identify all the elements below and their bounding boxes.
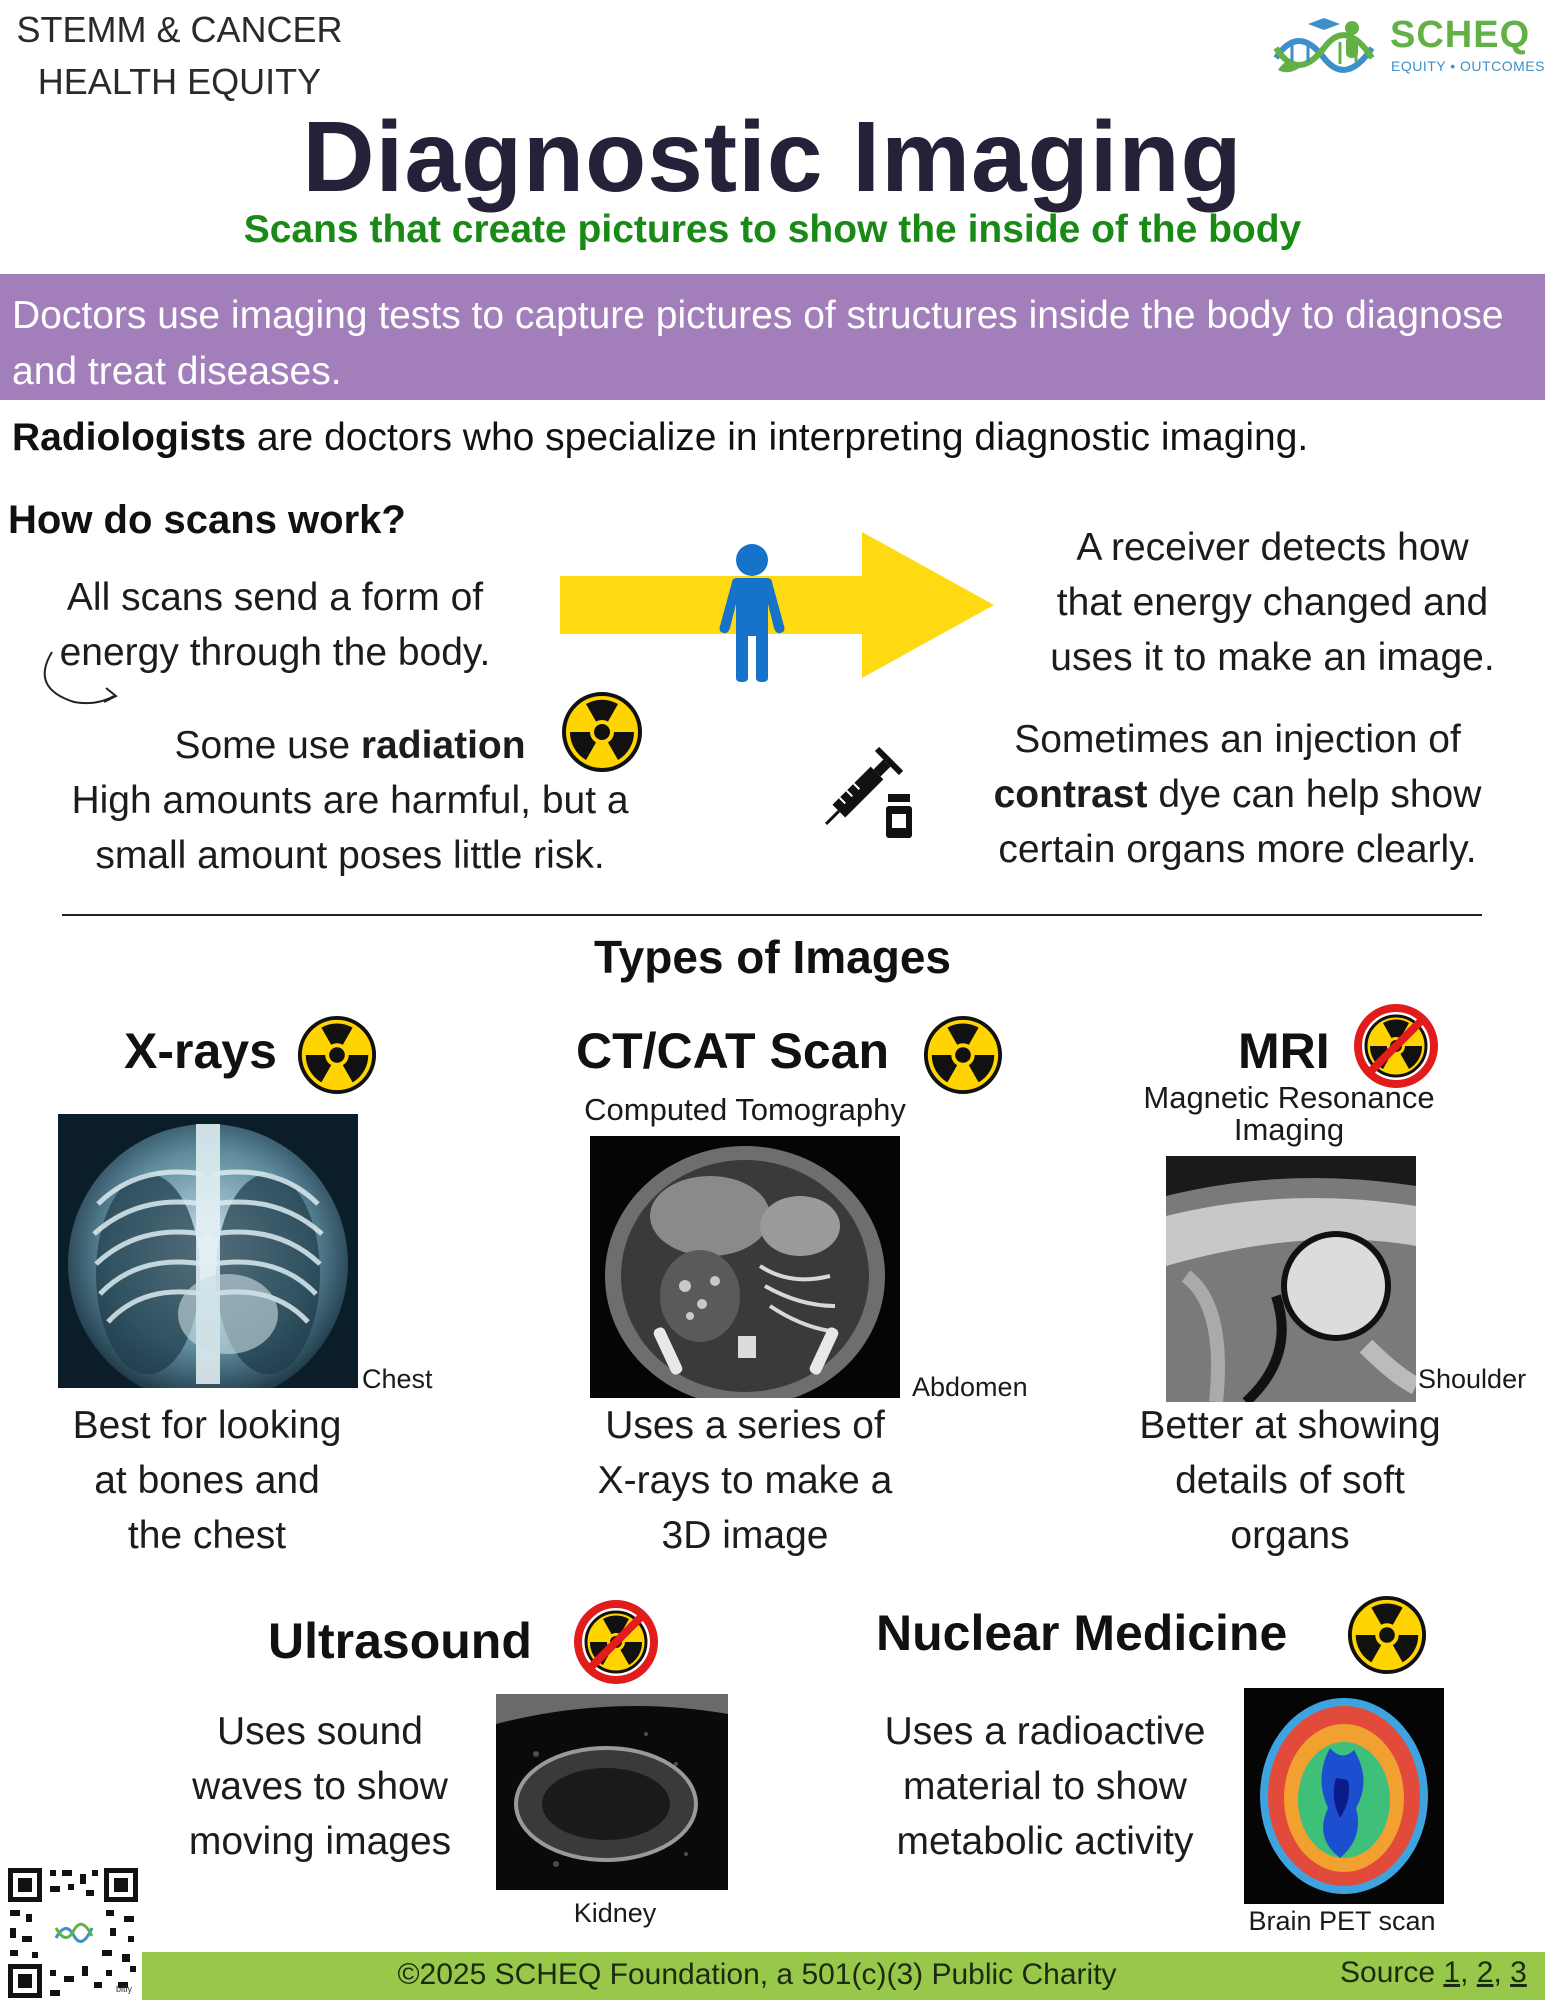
mri-image-label: Shoulder xyxy=(1418,1364,1527,1394)
radiation-prefix: Some use xyxy=(174,724,361,767)
xray-image-label: Chest xyxy=(362,1364,433,1394)
qr-code-icon[interactable] xyxy=(6,1866,140,2000)
energy-line-1: All scans send a form of xyxy=(66,576,484,619)
contrast-line-3: certain organs more clearly. xyxy=(998,828,1477,871)
ultrasound-desc-line-1: Uses sound xyxy=(217,1710,423,1753)
radiologists-statement xyxy=(12,416,1542,460)
ultrasound-desc-line-2: waves to show xyxy=(192,1765,448,1808)
page-subtitle: Scans that create pictures to show the inside of the body xyxy=(243,208,1302,251)
source-link-3[interactable]: 3 xyxy=(1510,1956,1527,1989)
org-line-1: STEMM & CANCER xyxy=(16,9,343,50)
xray-desc-line-1: Best for looking xyxy=(72,1404,342,1447)
nuclear-radiation-icon xyxy=(1346,1594,1428,1676)
radiologists-definition: are doctors who specialize in interpreting diagnostic imaging. xyxy=(246,416,1309,459)
nuclear-image-label: Brain PET scan xyxy=(1248,1906,1436,1936)
chest-xray-image xyxy=(58,1114,358,1388)
receiver-line-3: uses it to make an image. xyxy=(1050,636,1495,679)
xray-description xyxy=(0,1398,414,1563)
mri-desc-line-3: organs xyxy=(1230,1514,1350,1557)
mri-subtitle xyxy=(1104,1082,1474,1146)
mri-subtitle-line-1: Magnetic Resonance xyxy=(1143,1080,1435,1115)
contrast-term: contrast xyxy=(993,773,1148,816)
source-link-2[interactable]: 2 xyxy=(1476,1956,1494,1989)
brain-pet-image xyxy=(1244,1688,1444,1904)
mri-desc-line-2: details of soft xyxy=(1175,1459,1405,1502)
receiver-line-1: A receiver detects how xyxy=(1076,526,1469,569)
ultrasound-image-label: Kidney xyxy=(573,1898,657,1928)
nuclear-desc-line-2: material to show xyxy=(903,1765,1187,1808)
shoulder-mri-image xyxy=(1166,1156,1416,1402)
footer-sources: Source 1, 2, 3 xyxy=(1340,1956,1527,1989)
person-icon xyxy=(712,540,792,682)
radiation-line-3: small amount poses little risk. xyxy=(95,834,605,877)
energy-line-2: energy through the body. xyxy=(59,631,491,674)
mri-description xyxy=(1090,1398,1490,1563)
org-line-2: HEALTH EQUITY xyxy=(37,61,322,102)
nuclear-desc-line-3: metabolic activity xyxy=(896,1820,1194,1863)
xray-desc-line-2: at bones and xyxy=(94,1459,320,1502)
kidney-ultrasound-image xyxy=(496,1694,728,1890)
ultrasound-desc-line-3: moving images xyxy=(188,1820,452,1863)
mri-no-radiation-icon xyxy=(1352,1002,1440,1090)
ct-desc-line-2: X-rays to make a xyxy=(597,1459,893,1502)
ct-radiation-icon xyxy=(922,1014,1004,1096)
radiation-icon xyxy=(560,690,644,774)
radiation-term: radiation xyxy=(360,724,526,767)
receiver-text xyxy=(1000,520,1545,685)
source-label: Source xyxy=(1340,1956,1444,1989)
scheq-logo-icon xyxy=(1268,14,1388,86)
ct-subtitle: Computed Tomography xyxy=(584,1092,906,1127)
nuclear-desc-line-1: Uses a radioactive xyxy=(884,1710,1206,1753)
abdomen-ct-image xyxy=(590,1136,900,1398)
footer-copyright: ©2025 SCHEQ Foundation, a 501(c)(3) Public Charity xyxy=(397,1958,1117,1991)
xray-radiation-icon xyxy=(296,1014,378,1096)
radiation-line-2: High amounts are harmful, but a xyxy=(71,779,629,822)
page-title: Diagnostic Imaging xyxy=(302,101,1243,213)
ct-desc-line-3: 3D image xyxy=(661,1514,829,1557)
logo-name: SCHEQ xyxy=(1390,14,1531,56)
organization-name xyxy=(2,4,357,108)
contrast-line-1: Sometimes an injection of xyxy=(1014,718,1461,761)
xray-title: X-rays xyxy=(124,1023,277,1079)
qr-tag: bitly xyxy=(116,1984,133,1994)
ct-title: CT/CAT Scan xyxy=(576,1023,889,1079)
nuclear-description xyxy=(850,1704,1240,1869)
ct-description xyxy=(540,1398,950,1563)
ultrasound-no-radiation-icon xyxy=(572,1598,660,1686)
mri-desc-line-1: Better at showing xyxy=(1139,1404,1441,1447)
ct-image-label: Abdomen xyxy=(912,1372,1028,1402)
contrast-rest: dye can help show xyxy=(1147,773,1482,816)
syringe-icon xyxy=(810,730,920,840)
xray-desc-line-3: the chest xyxy=(127,1514,287,1557)
mri-subtitle-line-2: Imaging xyxy=(1233,1112,1345,1147)
logo-tagline: EQUITY • OUTCOMES xyxy=(1391,58,1545,74)
how-heading: How do scans work? xyxy=(8,498,406,542)
contrast-line-2 xyxy=(930,767,1545,822)
contrast-text xyxy=(930,712,1545,877)
nuclear-title: Nuclear Medicine xyxy=(876,1605,1288,1661)
curved-arrow-icon xyxy=(34,648,124,710)
receiver-line-2: that energy changed and xyxy=(1056,581,1489,624)
section-divider xyxy=(62,914,1482,916)
ultrasound-description xyxy=(140,1704,500,1869)
ultrasound-title: Ultrasound xyxy=(268,1613,532,1669)
intro-banner-text: Doctors use imaging tests to capture pictures of structures inside the body to diagnose and treat diseases. xyxy=(12,294,1504,393)
ct-desc-line-1: Uses a series of xyxy=(605,1404,885,1447)
source-link-1[interactable]: 1 xyxy=(1443,1956,1461,1989)
mri-title: MRI xyxy=(1238,1023,1330,1079)
types-heading: Types of Images xyxy=(593,931,952,983)
radiologists-term: Radiologists xyxy=(12,416,247,459)
